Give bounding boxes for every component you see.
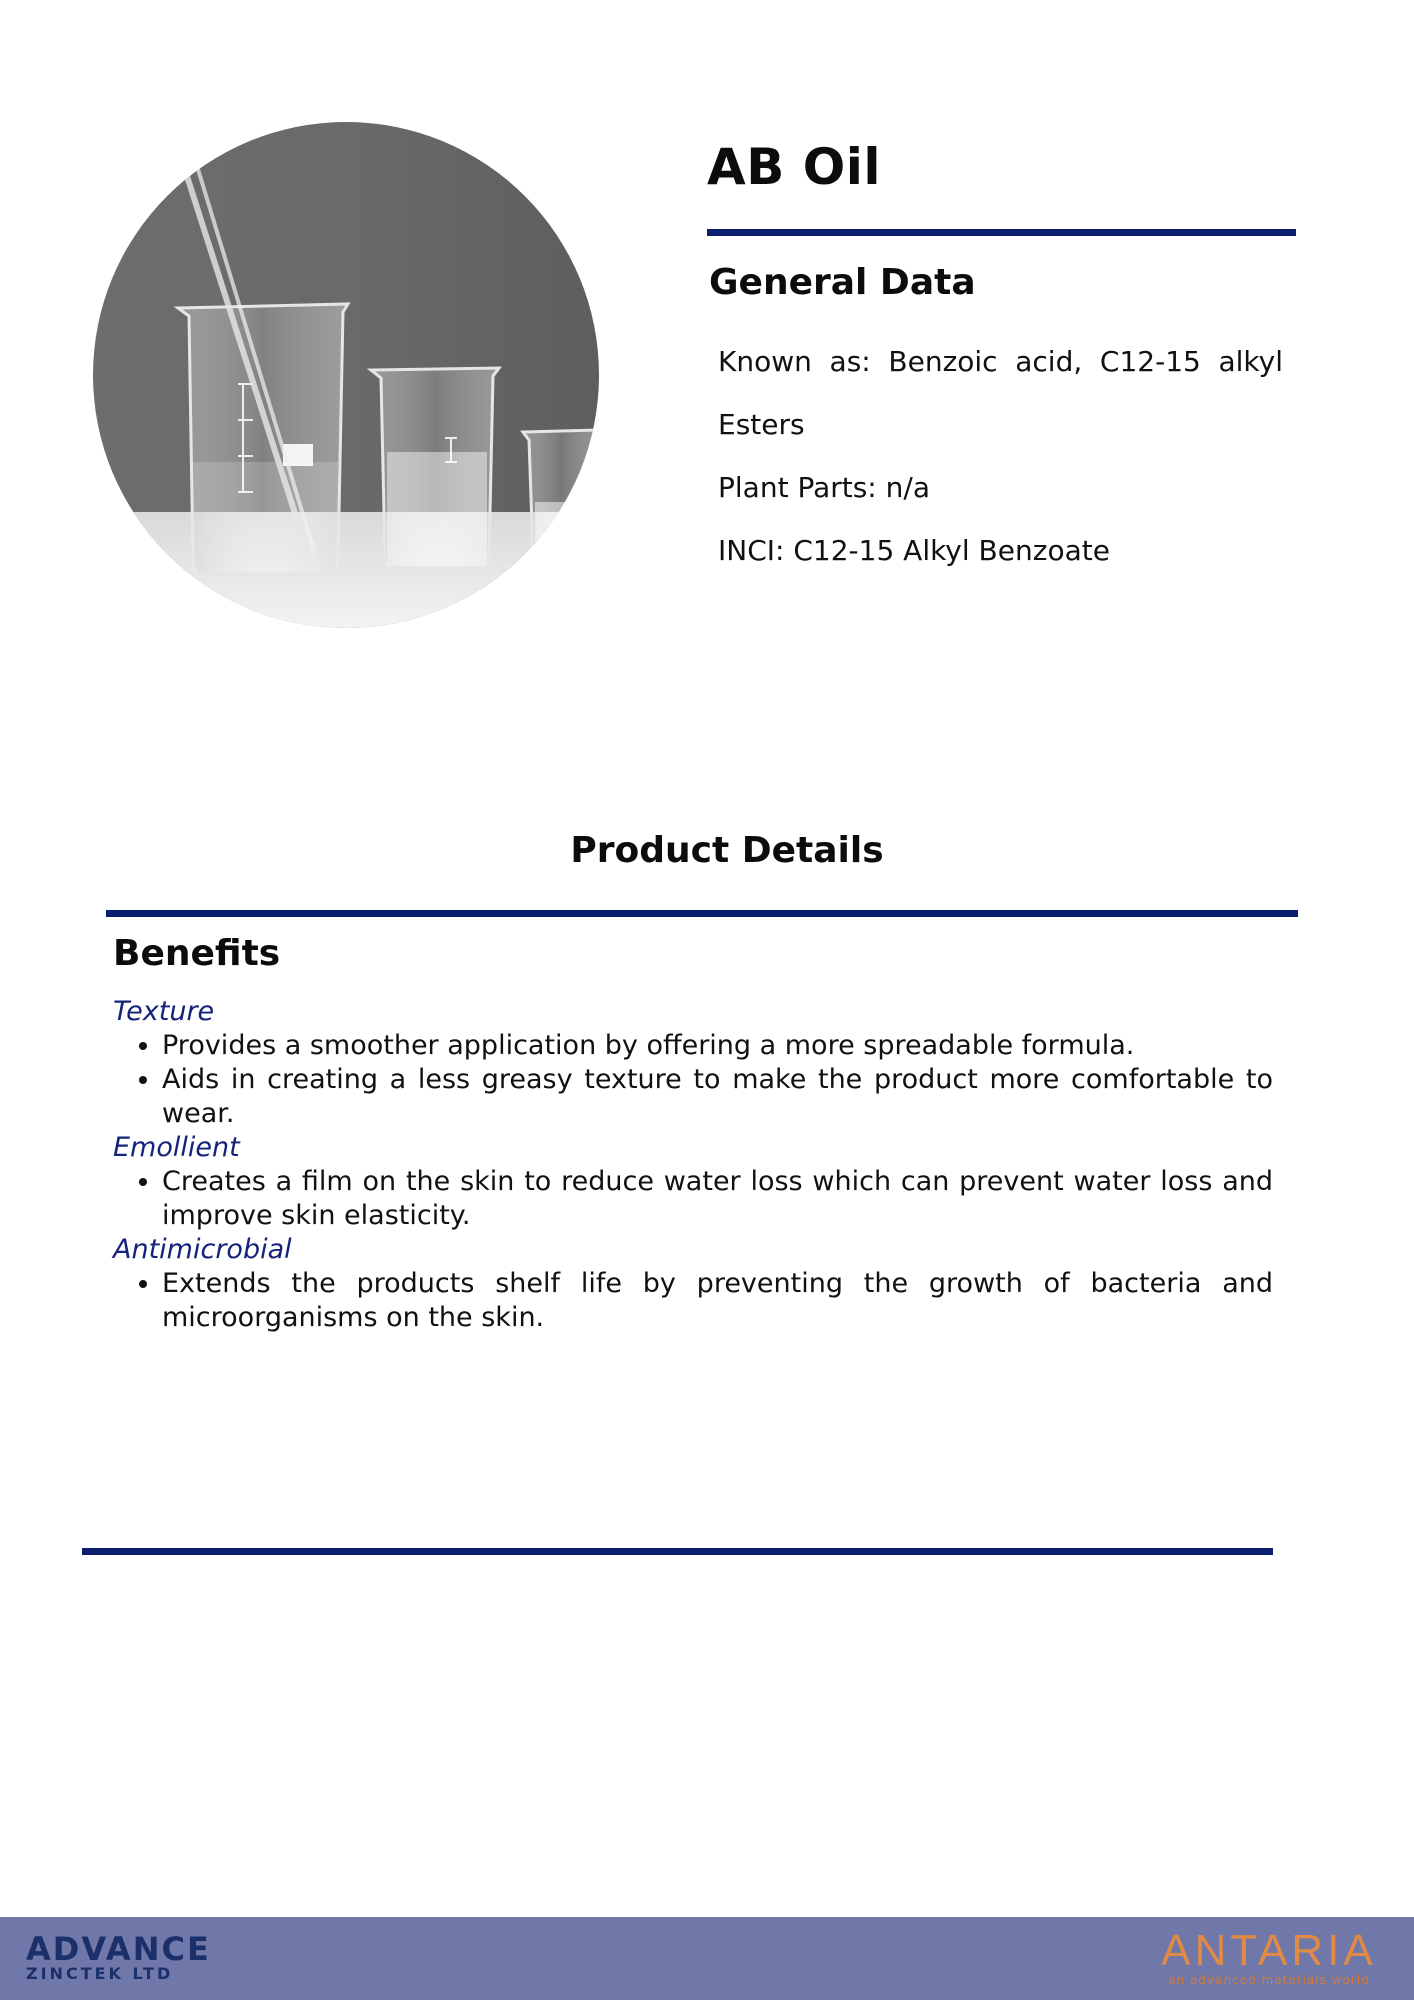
category-texture: Texture — [113, 996, 215, 1027]
lab-glassware-photo — [93, 122, 599, 628]
antaria-logo — [1144, 1926, 1394, 1987]
product-details-heading: Product Details — [570, 830, 884, 871]
category-emollient: Emollient — [113, 1132, 240, 1163]
title-divider — [707, 229, 1296, 236]
list-item: • Aids in creating a less greasy texture to make the product more comfortable to wear. — [162, 1063, 1273, 1131]
advance-zinctek-logo — [26, 1930, 211, 1983]
footer — [0, 1917, 1414, 2000]
product-details-divider — [106, 910, 1298, 917]
logo-line: ANTARIA — [1161, 1926, 1377, 1975]
inci-text: INCI: C12-15 Alkyl Benzoate — [718, 534, 1110, 567]
plant-parts-text: Plant Parts: n/a — [718, 471, 930, 504]
general-data-list — [718, 330, 1283, 582]
benefits-list — [113, 995, 1273, 1335]
logo-tagline: an advanced materials world — [1168, 1973, 1370, 1987]
known-as-text: Known as: Benzoic acid, C12-15 alkyl Esters — [718, 345, 1283, 441]
list-item: • Creates a film on the skin to reduce water loss which can prevent water loss and improve skin elasticity. — [162, 1165, 1273, 1233]
texture-bullets — [113, 1029, 1273, 1131]
antimicrobial-bullets — [113, 1267, 1273, 1335]
general-data-heading: General Data — [709, 262, 976, 303]
list-item: • Provides a smoother application by offering a more spreadable formula. — [162, 1029, 1273, 1063]
logo-line: ADVANCE — [26, 1930, 211, 1968]
emollient-bullets — [113, 1165, 1273, 1233]
product-photo — [93, 122, 599, 628]
category-antimicrobial: Antimicrobial — [113, 1234, 292, 1265]
logo-line: ZINCTEK LTD — [26, 1964, 174, 1983]
bottom-divider — [82, 1548, 1273, 1555]
list-item: • Extends the products shelf life by preventing the growth of bacteria and microorganisms on the skin. — [162, 1267, 1273, 1335]
product-title: AB Oil — [707, 138, 881, 196]
benefits-heading: Benefits — [113, 933, 281, 974]
